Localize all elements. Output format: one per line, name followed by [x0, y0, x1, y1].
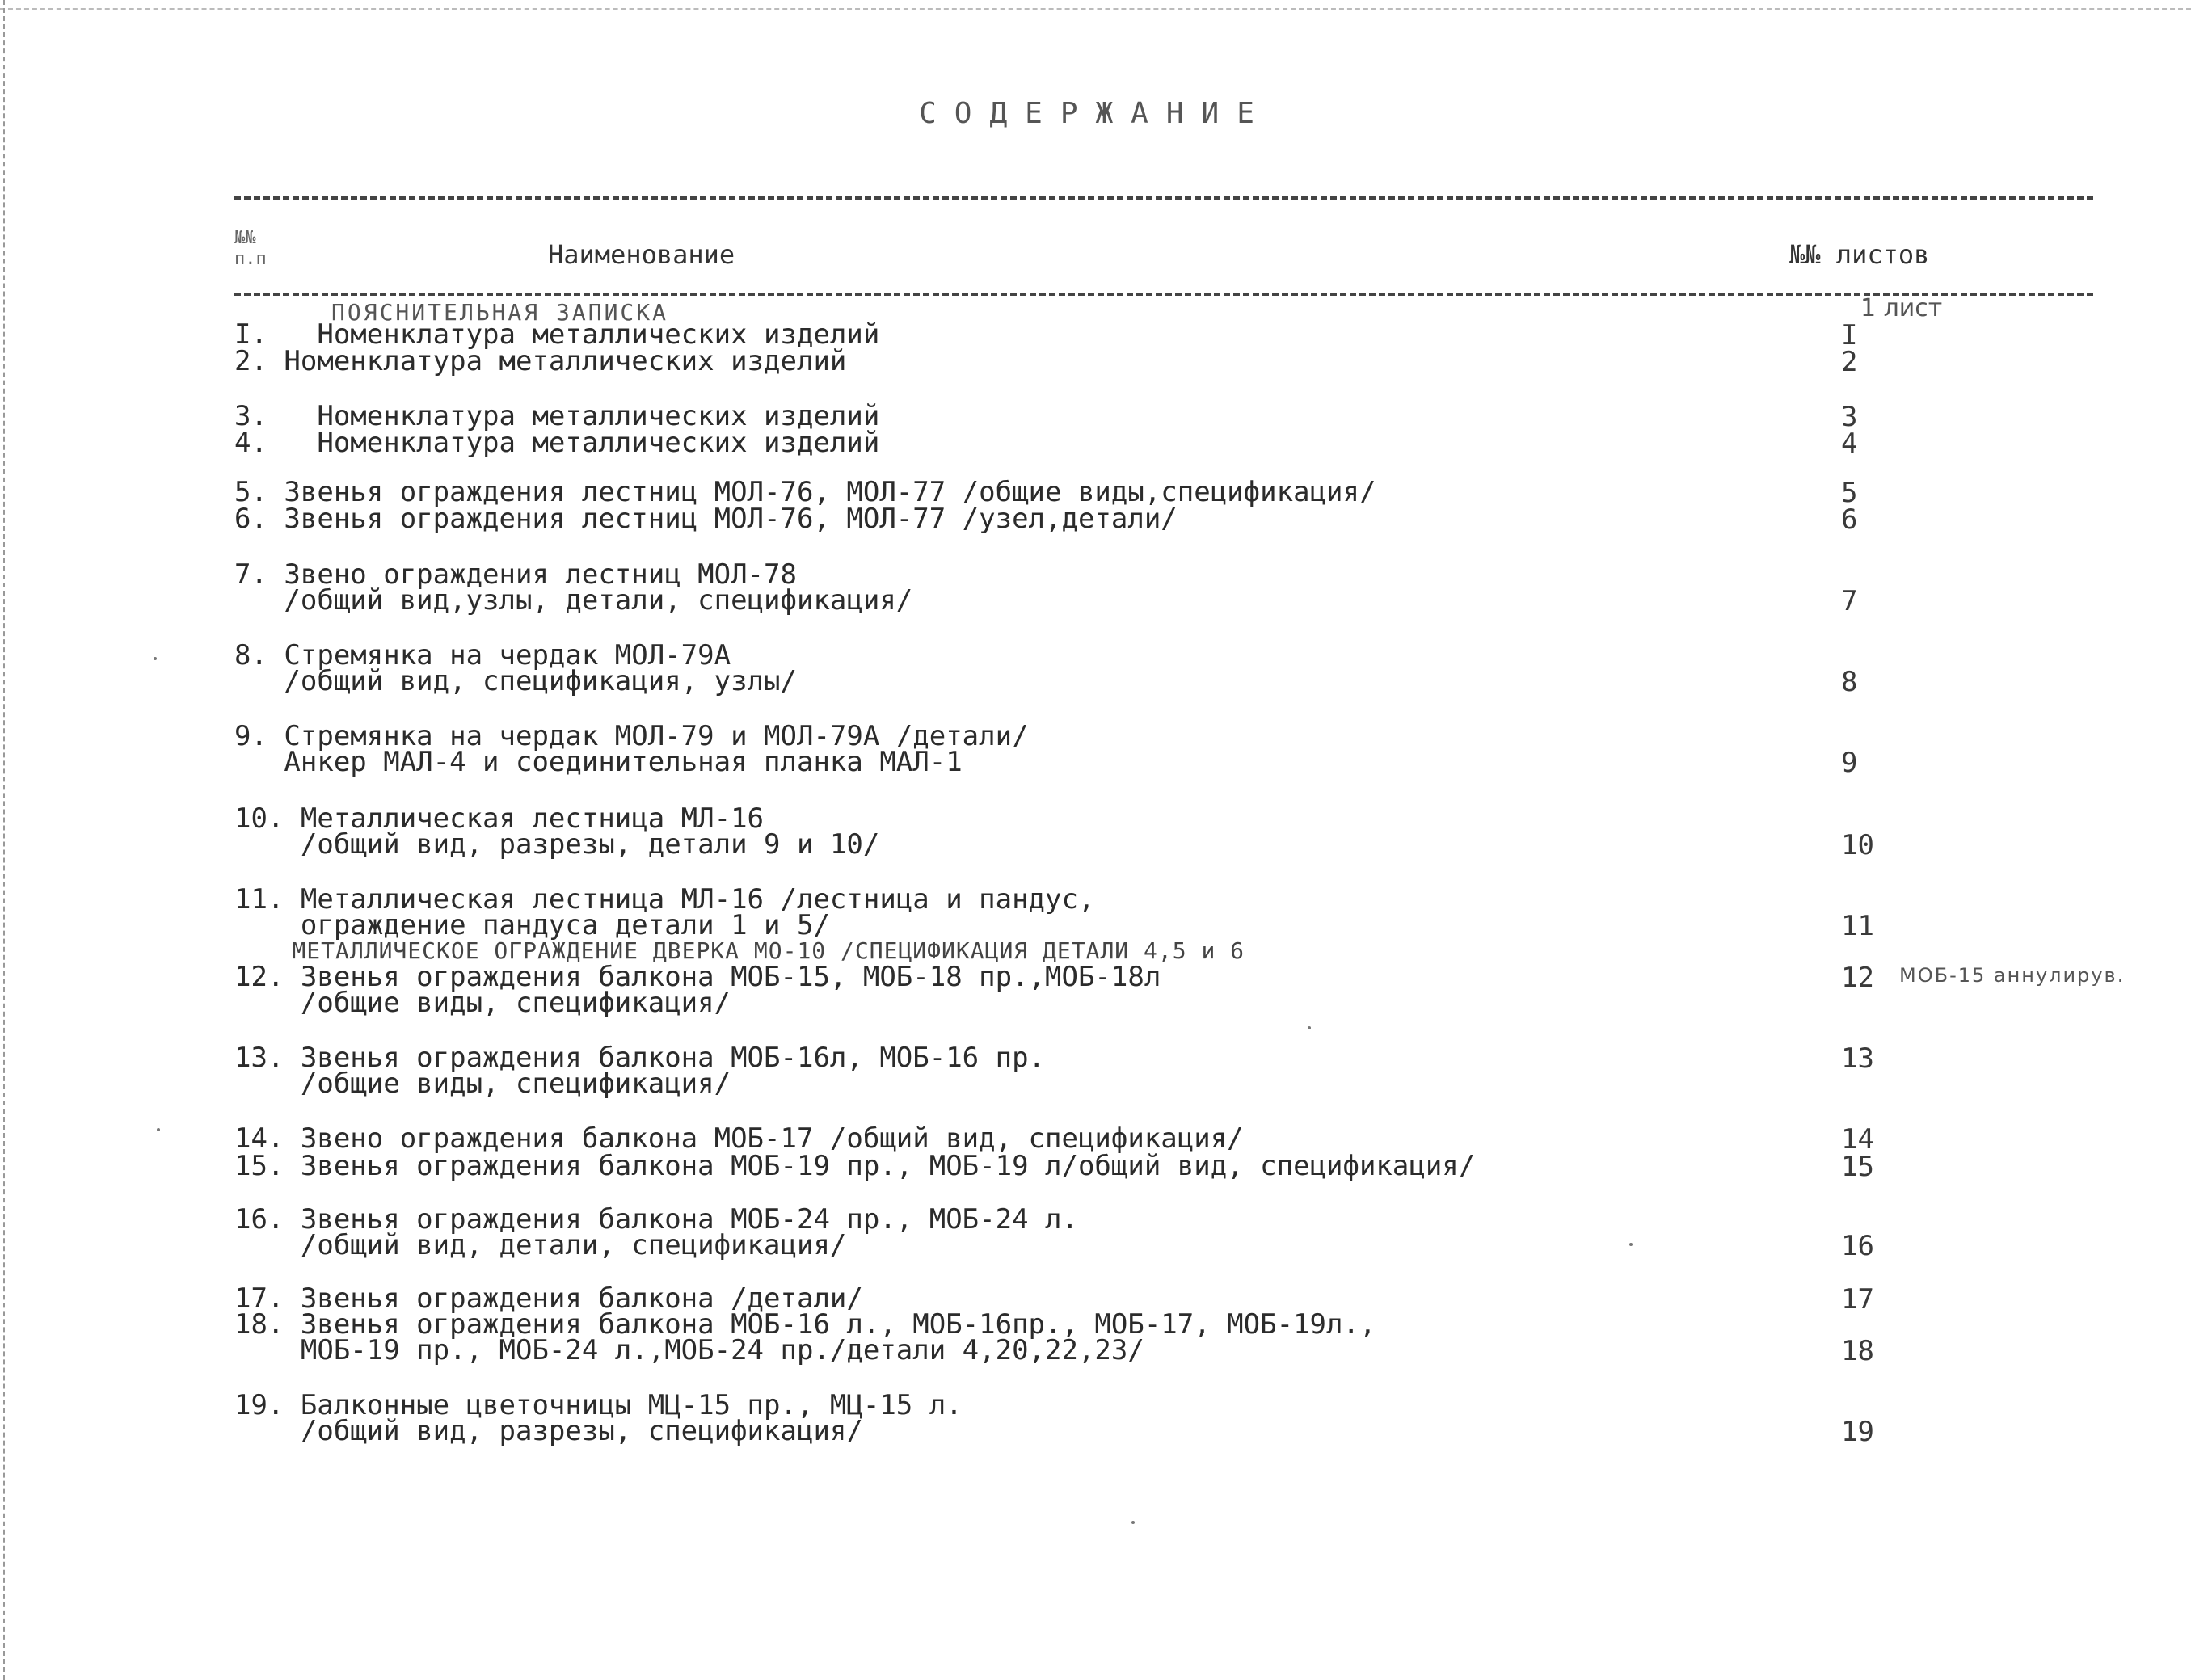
contents-item: 4. Номенклатура металлических изделий — [234, 427, 880, 459]
contents-item: МОБ-19 пр., МОБ-24 л.,МОБ-24 пр./детали 4,20,22,23/ — [234, 1334, 1144, 1366]
sheet-number: 8 — [1841, 666, 1858, 698]
sheet-number: 15 — [1841, 1151, 1874, 1183]
contents-item: 13. Звенья ограждения балкона МОБ-16л, МОБ-16 пр. — [234, 1042, 1046, 1074]
contents-item: 15. Звенья ограждения балкона МОБ-19 пр., МОБ-19 л/общий вид, спецификация/ — [234, 1150, 1476, 1182]
contents-item: 3. Номенклатура металлических изделий — [234, 400, 880, 432]
contents-item: 8. Стремянка на чердак МОЛ-79А — [234, 639, 731, 672]
contents-item: 5. Звенья ограждения лестниц МОЛ-76, МОЛ-77 /общие виды,спецификация/ — [234, 476, 1376, 508]
intro-sheet-handwritten: 1 лист — [1860, 294, 1943, 322]
contents-item: /общие виды, спецификация/ — [234, 1067, 731, 1100]
column-header-no: №№ п.п — [234, 228, 267, 269]
sheet-number: 13 — [1841, 1042, 1874, 1075]
intro-note: ПОЯСНИТЕЛЬНАЯ ЗАПИСКА — [331, 299, 669, 326]
sheet-number: I — [1841, 319, 1858, 352]
contents-item: МЕТАЛЛИЧЕСКОЕ ОГРАЖДЕНИЕ ДВЕРКА МО-10 /СПЕЦИФИКАЦИЯ ДЕТАЛИ 4,5 и 6 — [234, 937, 1245, 964]
contents-item: 6. Звенья ограждения лестниц МОЛ-76, МОЛ-77 /узел,детали/ — [234, 503, 1178, 535]
contents-item: 9. Стремянка на чердак МОЛ-79 и МОЛ-79А /детали/ — [234, 720, 1029, 752]
scan-speck — [1131, 1521, 1135, 1524]
contents-item: 2. Номенклатура металлических изделий — [234, 345, 847, 377]
scan-speck — [1629, 1243, 1633, 1246]
contents-item: 18. Звенья ограждения балкона МОБ-16 л., МОБ-16пр., МОБ-17, МОБ-19л., — [234, 1308, 1376, 1341]
contents-item: 11. Металлическая лестница МЛ-16 /лестница и пандус, — [234, 883, 1095, 916]
scan-speck — [154, 657, 157, 660]
scan-speck — [157, 1128, 160, 1131]
column-header-name: Наименование — [548, 239, 735, 270]
sheet-number: 16 — [1841, 1230, 1874, 1262]
sheet-number: 5 — [1841, 477, 1858, 509]
sheet-number: 9 — [1841, 747, 1858, 779]
contents-item: 7. Звено ограждения лестниц МОЛ-78 — [234, 558, 797, 591]
sheet-number: 17 — [1841, 1283, 1874, 1316]
column-header-sheets: №№ листов — [1789, 239, 1930, 270]
page-title: СОДЕРЖАНИЕ — [919, 97, 1272, 130]
contents-item: /общий вид,узлы, детали, спецификация/ — [234, 584, 913, 617]
sheet-number: 12 — [1841, 962, 1874, 994]
contents-item: 14. Звено ограждения балкона МОБ-17 /общий вид, спецификация/ — [234, 1122, 1244, 1155]
margin-note-handwritten: МОБ-15 аннулирув. — [1899, 964, 2126, 987]
scan-edge-top — [0, 0, 2191, 10]
sheet-number: 11 — [1841, 910, 1874, 942]
scan-edge-left — [0, 0, 5, 1680]
sheet-number: 14 — [1841, 1123, 1874, 1156]
contents-item: 10. Металлическая лестница МЛ-16 — [234, 802, 765, 835]
sheet-number: 4 — [1841, 427, 1858, 460]
sheet-number: 7 — [1841, 585, 1858, 617]
contents-item: /общий вид, разрезы, спецификация/ — [234, 1415, 863, 1447]
header-top-rule — [234, 196, 2093, 200]
contents-item: I. Номенклатура металлических изделий — [234, 318, 880, 351]
contents-item: ограждение пандуса детали 1 и 5/ — [234, 909, 830, 941]
contents-item: /общие виды, спецификация/ — [234, 987, 731, 1019]
sheet-number: 3 — [1841, 401, 1858, 433]
contents-item: 19. Балконные цветочницы МЦ-15 пр., МЦ-15 л. — [234, 1389, 963, 1421]
contents-item: 16. Звенья ограждения балкона МОБ-24 пр., МОБ-24 л. — [234, 1203, 1078, 1236]
sheet-number: 18 — [1841, 1335, 1874, 1367]
sheet-number: 19 — [1841, 1416, 1874, 1448]
contents-item: /общий вид, спецификация, узлы/ — [234, 665, 797, 697]
contents-item: /общий вид, детали, спецификация/ — [234, 1229, 847, 1261]
sheet-number: 6 — [1841, 503, 1858, 536]
contents-item: 17. Звенья ограждения балкона /детали/ — [234, 1282, 863, 1315]
sheet-number: 10 — [1841, 829, 1874, 861]
contents-item: Анкер МАЛ-4 и соединительная планка МАЛ-1 — [234, 746, 963, 778]
contents-item: /общий вид, разрезы, детали 9 и 10/ — [234, 828, 880, 861]
sheet-number: 2 — [1841, 346, 1858, 378]
scan-speck — [1308, 1026, 1311, 1029]
contents-item: 12. Звенья ограждения балкона МОБ-15, МОБ-18 пр.,МОБ-18л — [234, 961, 1161, 993]
header-bottom-rule — [234, 293, 2093, 296]
